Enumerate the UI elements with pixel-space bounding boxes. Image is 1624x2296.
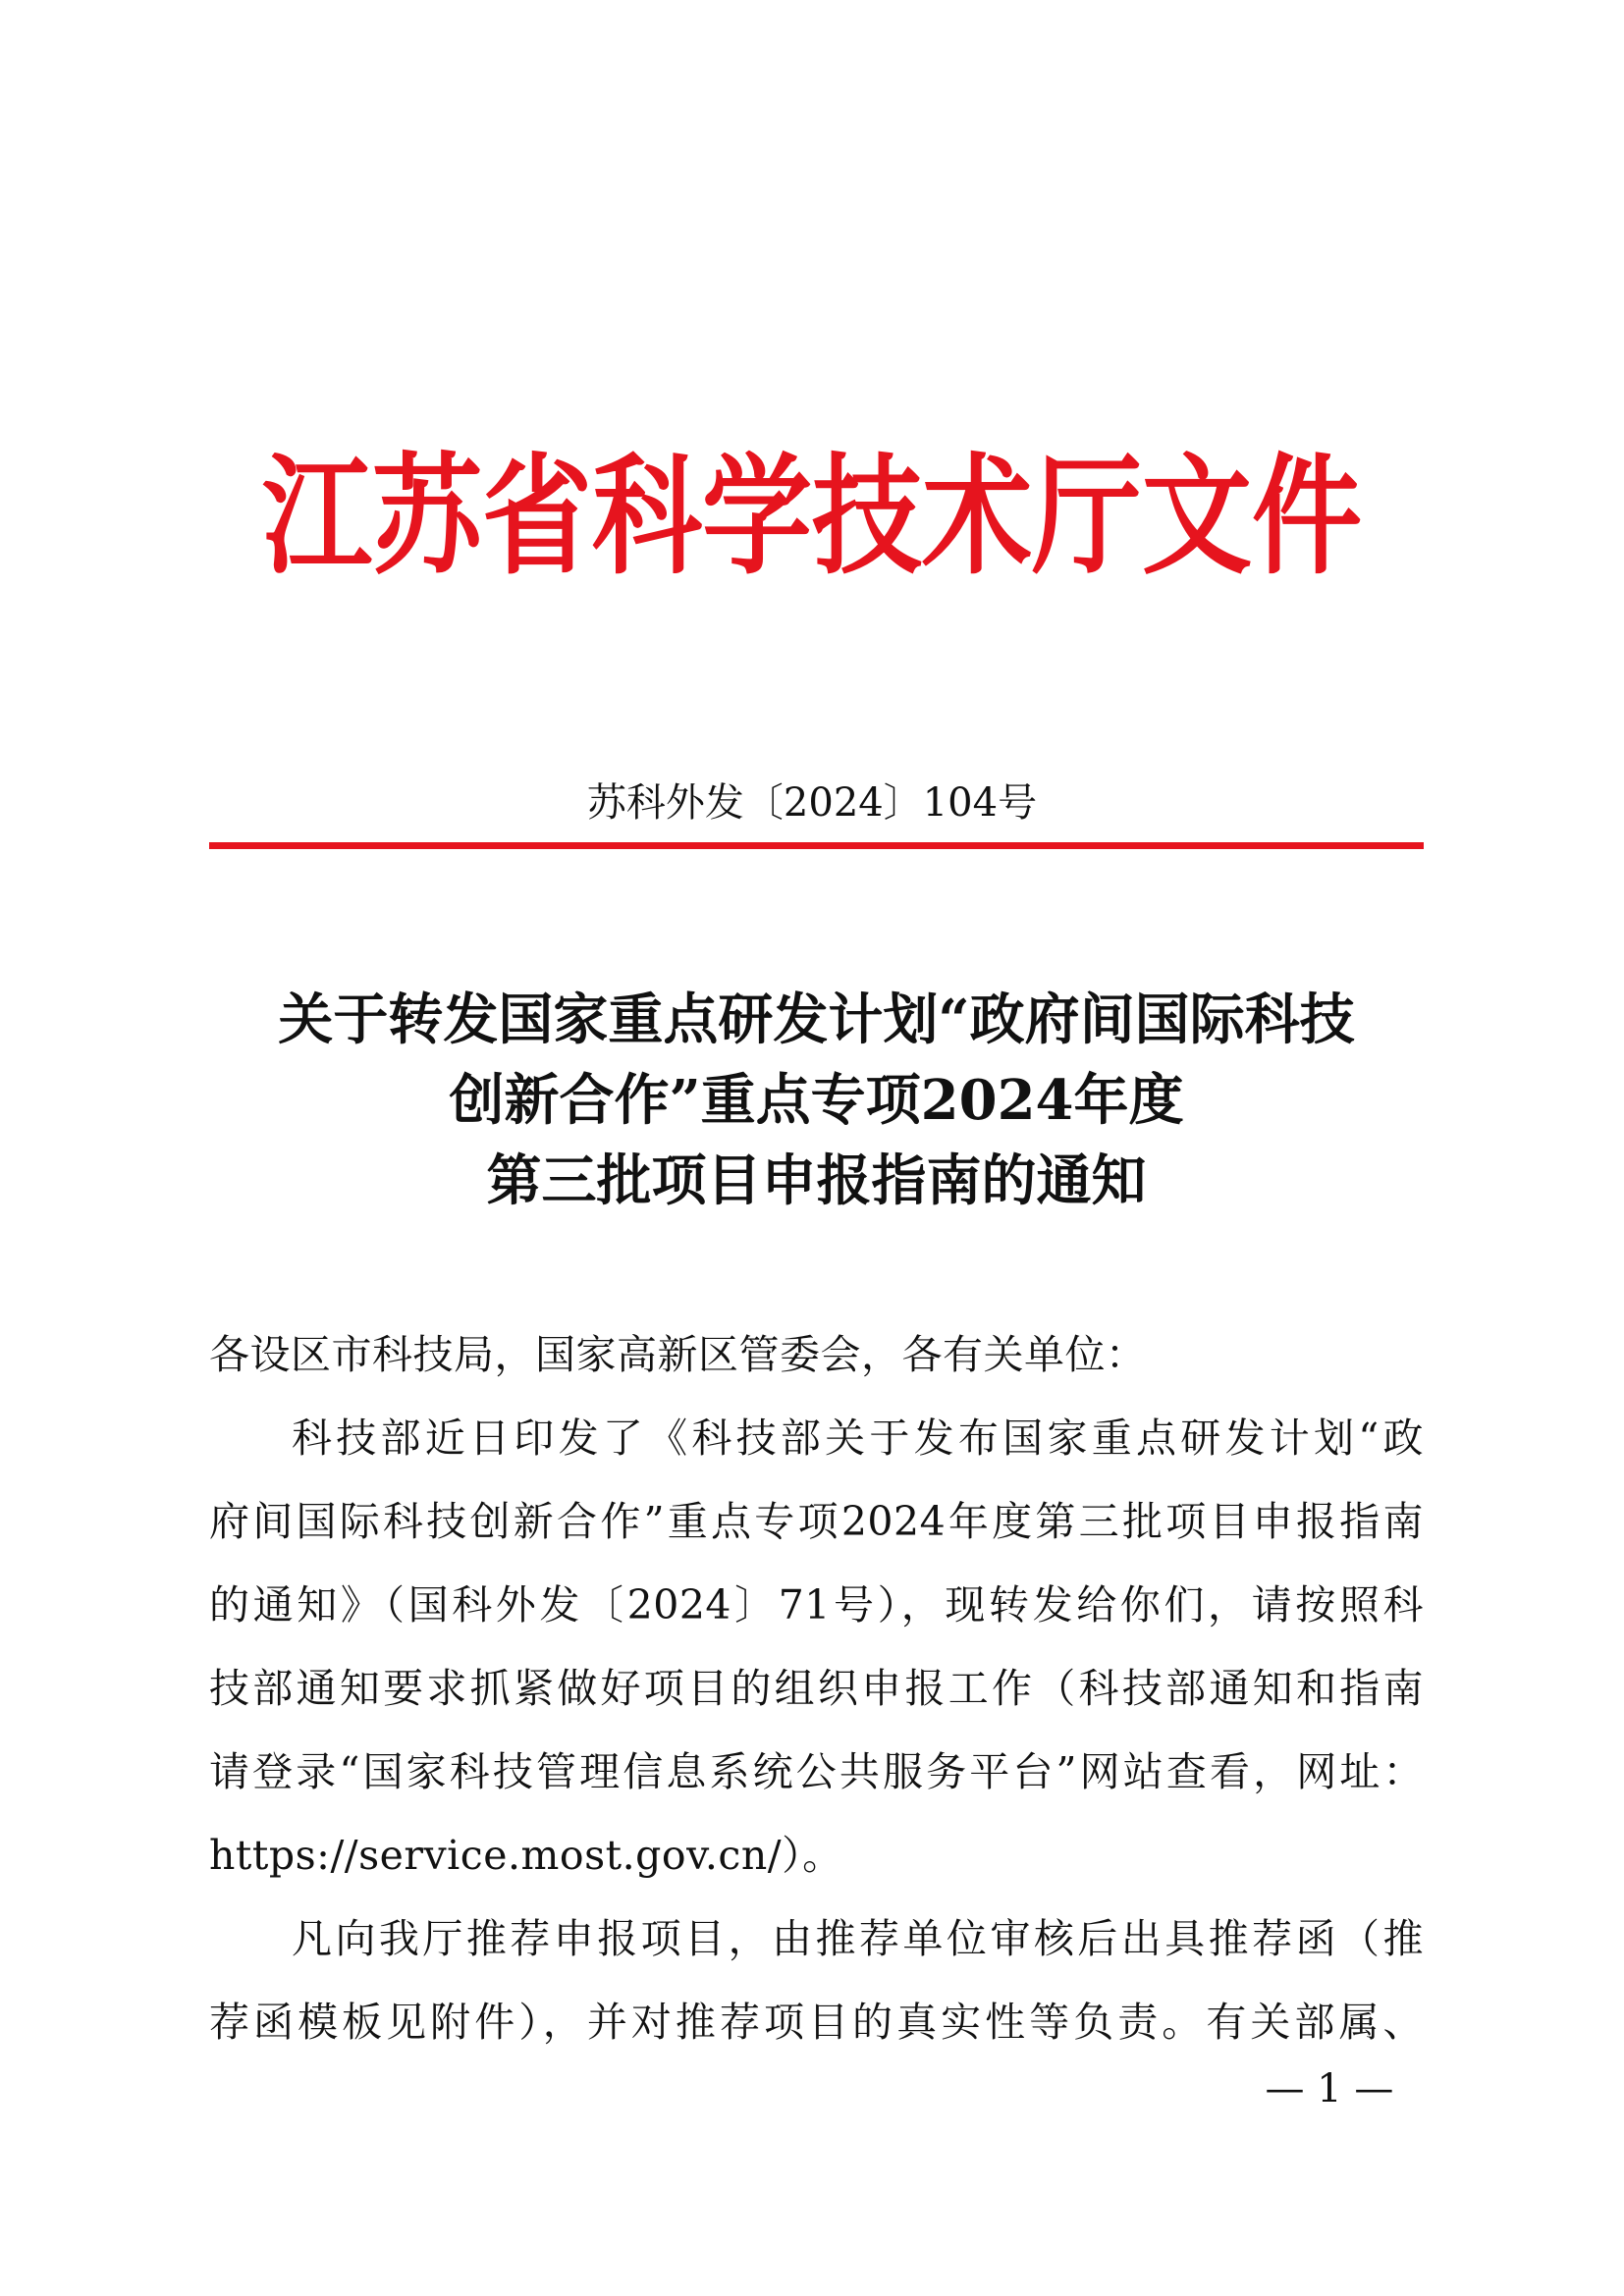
page-number: — 1 — [1265,2066,1394,2111]
paragraph-line: 请登录“国家科技管理信息系统公共服务平台”网站查看，网址： [209,1748,1424,1795]
paragraph-line: 荐函模板见附件），并对推荐项目的真实性等负责。有关部属、 [209,1999,1424,2046]
paragraph-line: https://service.most.gov.cn/）。 [209,1832,843,1879]
document-body [209,1313,1424,2064]
document-masthead: 江苏省科学技术厅文件 [262,442,1362,593]
paragraph-line: 技部通知要求抓紧做好项目的组织申报工作（科技部通知和指南 [209,1665,1424,1712]
paragraph-line: 府间国际科技创新合作”重点专项2024年度第三批项目申报指南 [209,1498,1424,1545]
paragraph-line: 的通知》（国科外发〔2024〕71号），现转发给你们，请按照科 [209,1581,1424,1629]
document-title [209,980,1424,1221]
title-line: 第三批项目申报指南的通知 [486,1148,1147,1213]
title-line: 创新合作”重点专项2024年度 [449,1068,1184,1133]
paragraph-line: 凡向我厅推荐申报项目，由推荐单位审核后出具推荐函（推 [292,1915,1424,1962]
red-separator-line [209,842,1424,849]
paragraph-line: 科技部近日印发了《科技部关于发布国家重点研发计划“政 [292,1415,1424,1462]
title-line: 关于转发国家重点研发计划“政府间国际科技 [278,988,1355,1052]
salutation: 各设区市科技局，国家高新区管委会，各有关单位： [209,1331,1147,1378]
paragraph-1 [209,1397,1424,1897]
paragraph-2 [209,1897,1424,2064]
document-number: 苏科外发〔2024〕104号 [586,780,1038,826]
